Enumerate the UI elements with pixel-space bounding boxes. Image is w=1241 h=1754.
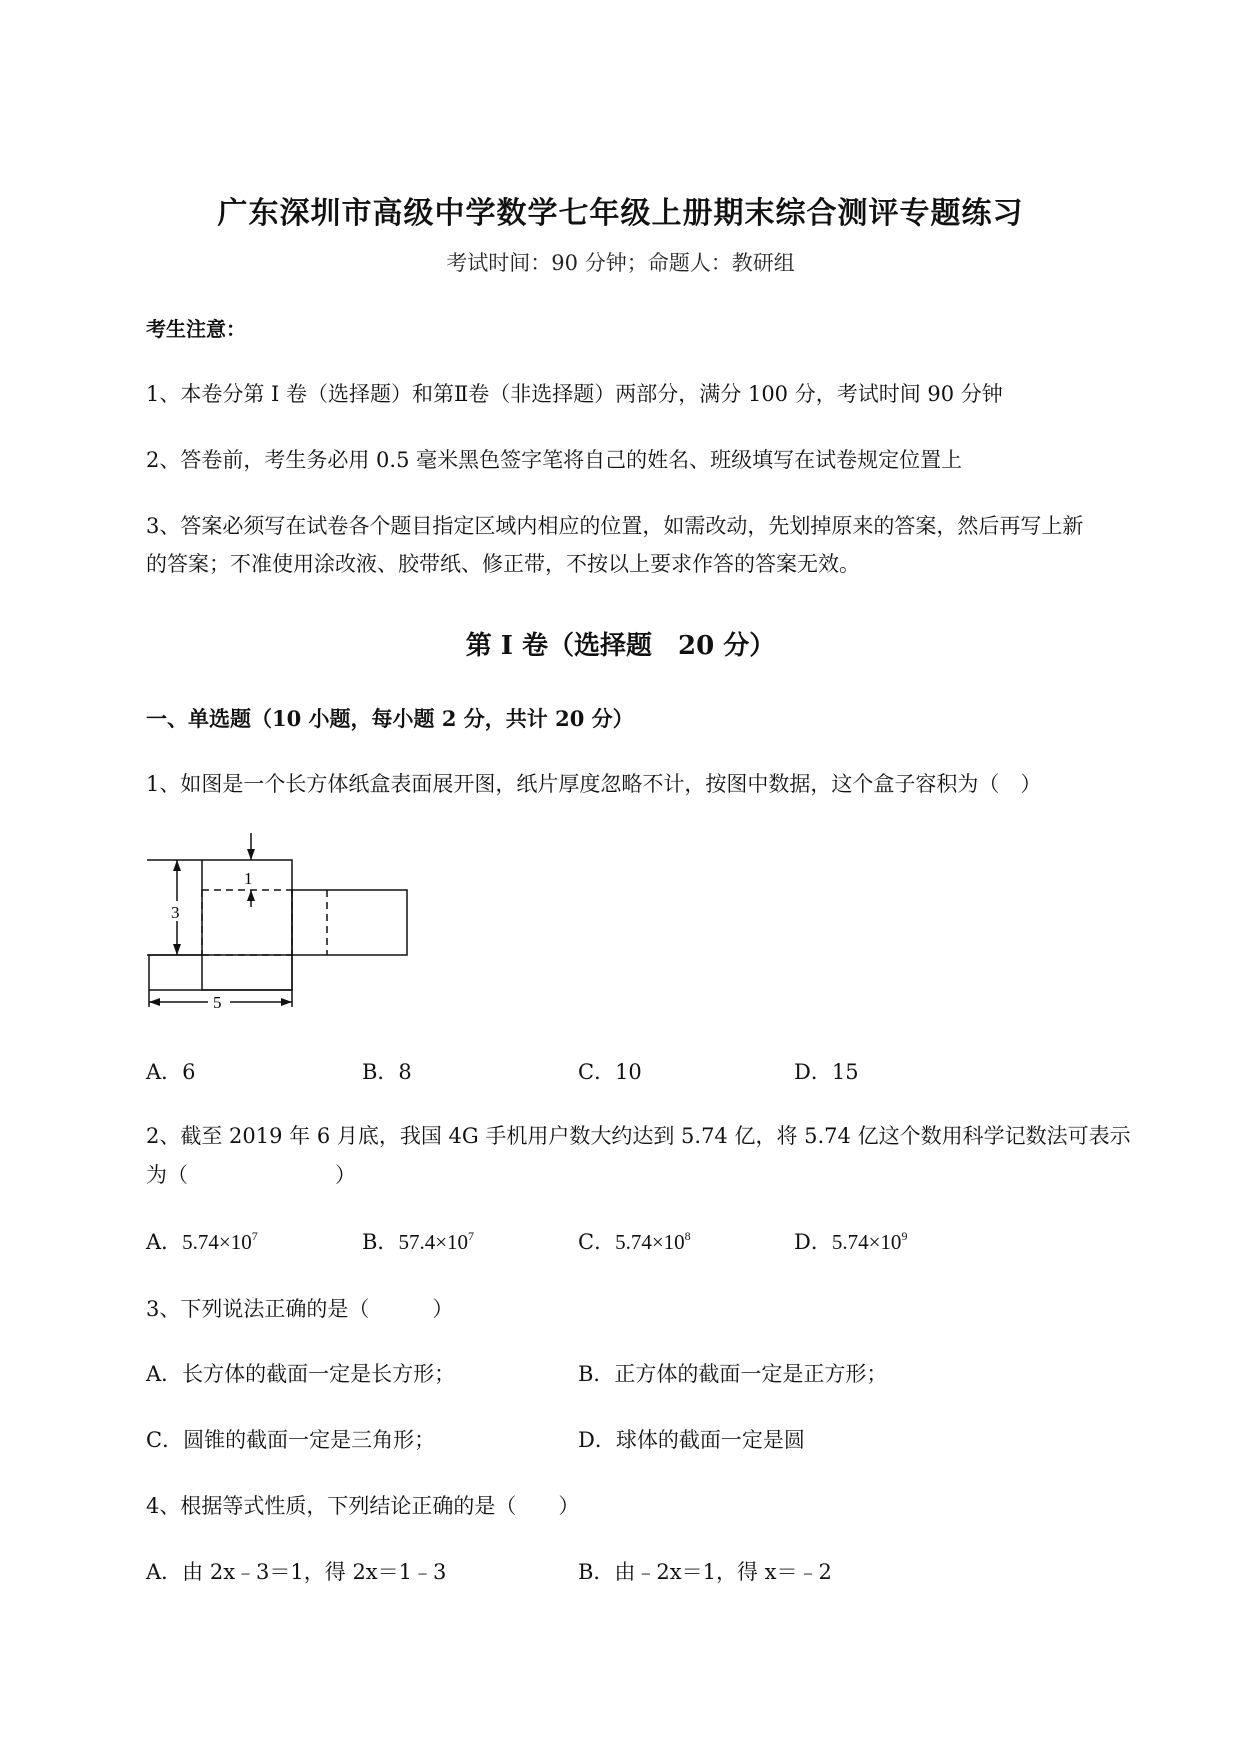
notice-item-1: 1、本卷分第 I 卷（选择题）和第Ⅱ卷（非选择题）两部分，满分 100 分，考试时间 90 分钟 <box>146 382 1003 406</box>
part-heading: 一、单选题（10 小题，每小题 2 分，共计 20 分） <box>146 706 634 731</box>
figure-label-top: 1 <box>244 869 253 888</box>
question-3-stem: 3、下列说法正确的是（ ） <box>146 1297 454 1321</box>
exam-info: 考试时间：90 分钟；命题人：教研组 <box>446 251 795 275</box>
page-title: 广东深圳市高级中学数学七年级上册期末综合测评专题练习 <box>217 196 1024 231</box>
notice-item-3: 3、答案必须写在试卷各个题目指定区域内相应的位置，如需改动，先划掉原来的答案，然后再写上新 <box>146 514 1084 538</box>
figure-label-height: 3 <box>171 903 180 922</box>
q1-option-d: D．15 <box>794 1060 859 1084</box>
q4-option-a: A．由 2x﹣3＝1，得 2x＝1﹣3 <box>146 1560 447 1584</box>
question-2-stem-cont: 为（ ） <box>146 1163 356 1187</box>
q1-option-a: A．6 <box>146 1060 196 1084</box>
q4-option-b: B．由﹣2x＝1，得 x＝﹣2 <box>578 1560 832 1584</box>
q3-option-d: D．球体的截面一定是圆 <box>578 1428 805 1452</box>
figure-label-width: 5 <box>213 993 222 1012</box>
notice-heading: 考生注意： <box>146 317 246 341</box>
q3-option-a: A．长方体的截面一定是长方形； <box>146 1362 456 1386</box>
q2-option-a: A．$5.74\times 10^7$ <box>146 1229 258 1254</box>
q3-option-b: B．正方体的截面一定是正方形； <box>578 1362 888 1386</box>
question-1-stem: 1、如图是一个长方体纸盒表面展开图，纸片厚度忽略不计，按图中数据，这个盒子容积为（ ） <box>146 772 1042 796</box>
notice-item-3-cont: 的答案；不准使用涂改液、胶带纸、修正带，不按以上要求作答的答案无效。 <box>146 552 860 576</box>
question-4-stem: 4、根据等式性质，下列结论正确的是（ ） <box>146 1494 580 1518</box>
q2-option-b: B．$57.4\times 10^7$ <box>362 1229 475 1254</box>
q3-option-c: C．圆锥的截面一定是三角形； <box>146 1428 436 1452</box>
section-title: 第 I 卷（选择题 20 分） <box>465 631 776 661</box>
q1-option-b: B．8 <box>362 1060 412 1084</box>
notice-item-2: 2、答卷前，考生务必用 0.5 毫米黑色签字笔将自己的姓名、班级填写在试卷规定位置上 <box>146 448 963 472</box>
q1-option-c: C．10 <box>578 1060 642 1084</box>
question-2-stem: 2、截至 2019 年 6 月底，我国 4G 手机用户数大约达到 5.74 亿，将 5.74 亿这个数用科学记数法可表示 <box>146 1124 1131 1148</box>
q2-option-c: C．$5.74\times 10^8$ <box>578 1229 691 1254</box>
box-net-figure <box>140 830 420 1015</box>
q2-option-d: D．$5.74\times 10^9$ <box>794 1229 908 1254</box>
